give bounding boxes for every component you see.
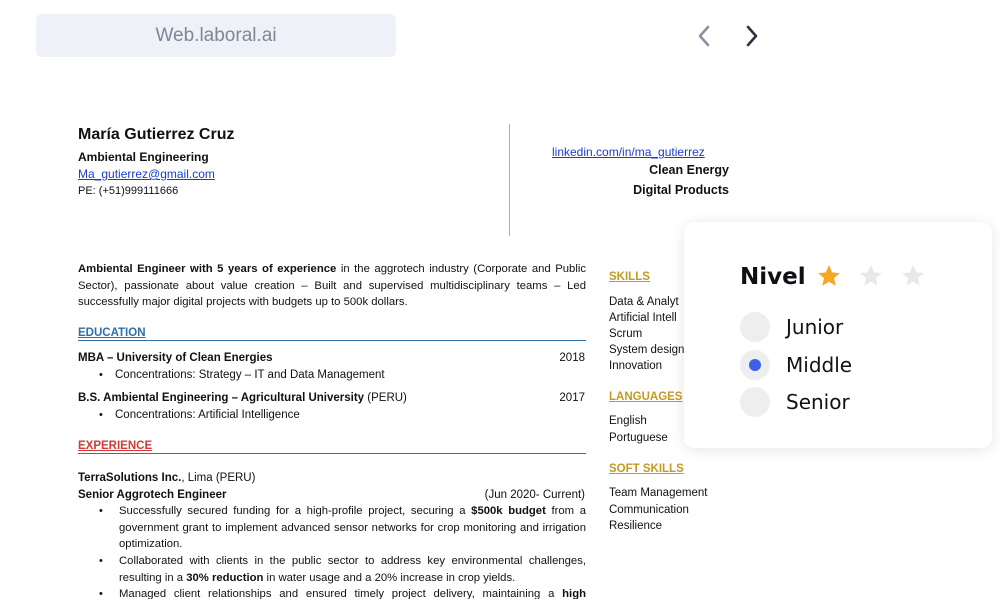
level-title: Nivel	[740, 264, 806, 290]
level-option-label: Senior	[786, 390, 850, 414]
url-text: Web.laboral.ai	[155, 24, 277, 46]
star-icon[interactable]	[858, 263, 884, 289]
education-detail-2: Concentrations: Artificial Intelligence	[115, 409, 300, 421]
bullet-dot: •	[99, 409, 103, 421]
skill-item: Artificial Intell	[609, 312, 677, 324]
star-icon[interactable]	[816, 263, 842, 289]
header-divider	[509, 124, 510, 236]
radio-button[interactable]	[740, 350, 770, 380]
bullet-dot: •	[99, 555, 103, 567]
star-icon[interactable]	[900, 263, 926, 289]
soft-skill-item: Resilience	[609, 520, 663, 532]
summary-text: in the aggrotech industry (Corporate and Public Sector), passionate about value creation – Built and supervised multidisciplinary teams – Led successfully major digital projects with budgets up to 500k dollars.	[78, 263, 586, 308]
experience-rule	[78, 453, 586, 454]
education-rule	[78, 340, 586, 341]
bullet-dot: •	[99, 505, 103, 517]
experience-company: TerraSolutions Inc., Lima (PERU)	[78, 472, 256, 484]
bullet-dot: •	[99, 369, 103, 381]
skill-item: System design	[609, 344, 685, 356]
level-option-label: Junior	[786, 315, 844, 339]
level-panel	[684, 222, 992, 448]
soft-skill-item: Communication	[609, 504, 689, 516]
education-year-1: 2018	[559, 352, 585, 364]
experience-role: Senior Aggrotech Engineer	[78, 489, 227, 501]
soft-skills-heading: SOFT SKILLS	[609, 463, 684, 475]
experience-dates: (Jun 2020- Current)	[484, 489, 585, 501]
soft-skill-item: Team Management	[609, 487, 708, 499]
summary-highlight: Ambiental Engineer with 5 years of experience	[78, 263, 337, 275]
candidate-title: Ambiental Engineering	[78, 150, 209, 164]
education-heading: EDUCATION	[78, 327, 146, 339]
experience-bullet-2: Collaborated with clients in the public sector to address key environmental challenges, resulting in a 30% reduction in water usage and a 20% increase in crop yields.	[119, 555, 586, 584]
education-year-2: 2017	[559, 392, 585, 404]
phone-number: PE: (+51)999111666	[78, 185, 179, 197]
skill-item: Scrum	[609, 328, 643, 340]
email-link[interactable]: Ma_gutierrez@gmail.com	[78, 167, 215, 181]
languages-heading: LANGUAGES	[609, 391, 683, 403]
radio-button[interactable]	[740, 387, 770, 417]
skill-item: Data & Analyt	[609, 296, 679, 308]
level-option-senior[interactable]	[740, 387, 850, 417]
level-option-label: Middle	[786, 353, 853, 377]
linkedin-link[interactable]: linkedin.com/in/ma_gutierrez	[552, 145, 705, 159]
language-item: Portuguese	[609, 432, 668, 444]
summary-paragraph	[78, 261, 586, 311]
skill-item: Innovation	[609, 360, 663, 372]
skills-heading: SKILLS	[609, 271, 650, 283]
education-entry-1: MBA – University of Clean Energies	[78, 352, 273, 364]
experience-bullet-1: Successfully secured funding for a high-profile project, securing a $500k budget from a government grant to implement advanced sensor networks for crop monitoring and irrigation optimization.	[119, 505, 587, 550]
tag-digital-products: Digital Products	[633, 183, 729, 197]
language-item: English	[609, 415, 647, 427]
candidate-name: María Gutierrez Cruz	[78, 126, 235, 143]
experience-heading: EXPERIENCE	[78, 440, 153, 452]
experience-bullet-3: Managed client relationships and ensured timely project delivery, maintaining a high	[119, 588, 586, 599]
education-entry-2: B.S. Ambiental Engineering – Agricultural University (PERU)	[78, 392, 407, 404]
bullet-dot: •	[99, 588, 103, 600]
education-detail-1: Concentrations: Strategy – IT and Data Management	[115, 369, 385, 381]
level-option-middle[interactable]	[740, 350, 852, 380]
radio-button[interactable]	[740, 312, 770, 342]
tag-clean-energy: Clean Energy	[649, 163, 729, 177]
level-option-junior[interactable]	[740, 312, 843, 342]
